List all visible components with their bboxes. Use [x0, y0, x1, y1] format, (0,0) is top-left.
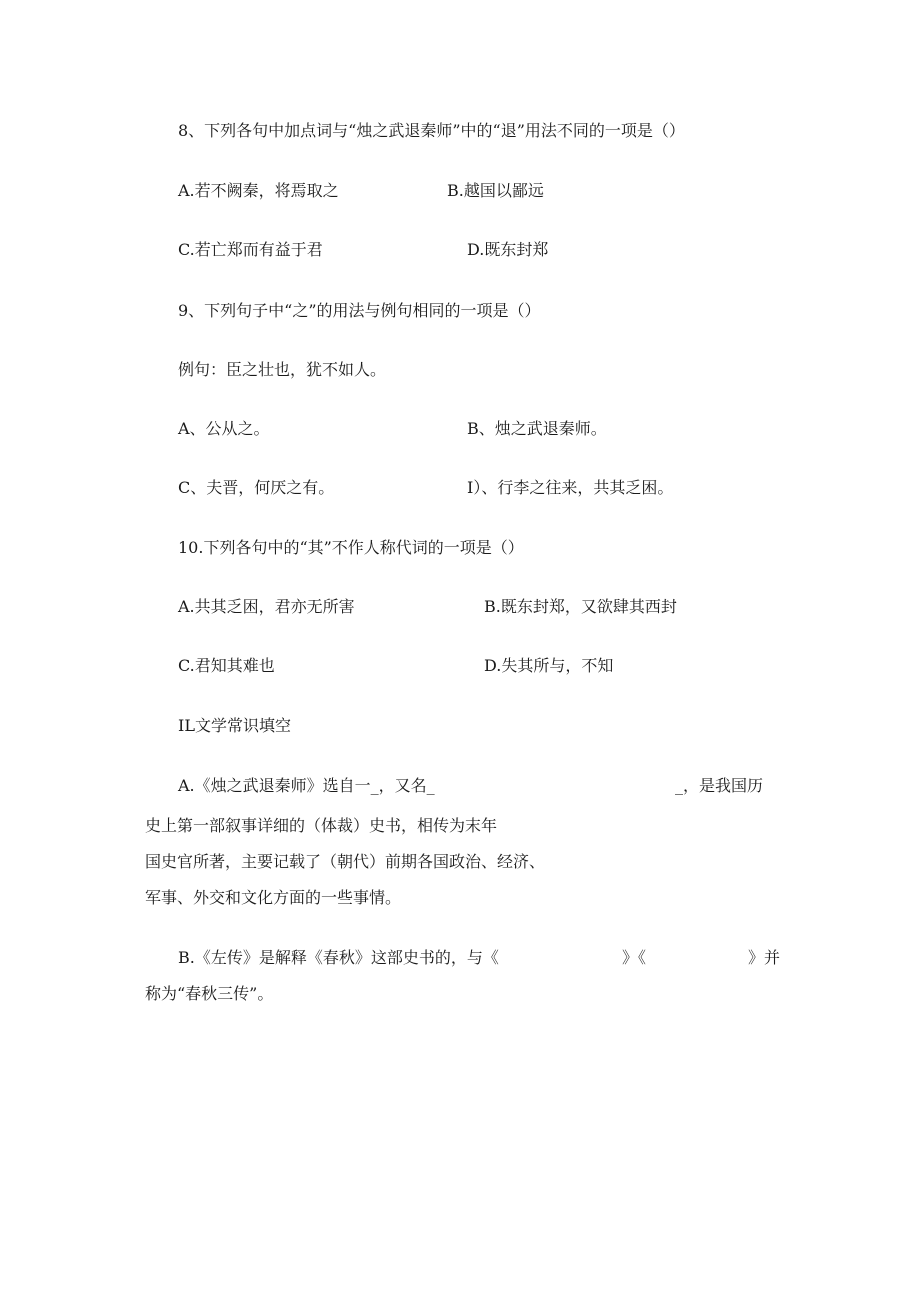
- q8-option-a: A.若不阙秦，将焉取之: [178, 181, 339, 200]
- question-8-stem: 8、下列各句中加点词与“烛之武退秦师”中的“退”用法不同的一项是（）: [178, 121, 685, 140]
- section-11-heading: IL文学常识填空: [178, 716, 291, 735]
- q9-example: 例句：臣之壮也，犹不如人。: [178, 360, 387, 379]
- q9-option-d: I）、行李之往来，共其乏困。: [467, 478, 674, 497]
- q11-a-line1-left: A.《烛之武退秦师》选自一_，又名_: [178, 776, 435, 795]
- q9-option-c: C、夫晋，何厌之有。: [178, 478, 335, 497]
- q11-b-line1-right: 》并: [748, 948, 781, 967]
- question-9-stem: 9、下列句子中“之”的用法与例句相同的一项是（）: [178, 301, 541, 320]
- q11-a-line2: 史上第一部叙事详细的（体裁）史书，相传为末年: [145, 816, 498, 835]
- q9-option-a: A、公从之。: [178, 419, 270, 438]
- q11-a-line4: 军事、外交和文化方面的一些事情。: [145, 888, 402, 907]
- q10-option-d: D.失其所与，不知: [484, 656, 614, 675]
- q8-option-d: D.既东封郑: [467, 240, 549, 259]
- q8-option-c: C.若亡郑而有益于君: [178, 240, 323, 259]
- q11-b-line2: 称为“春秋三传”。: [145, 984, 274, 1003]
- q11-b-line1-left: B.《左传》是解释《春秋》这部史书的，与《: [178, 948, 499, 967]
- q11-a-line1-right: _，是我国历: [675, 776, 764, 795]
- q8-option-b: B.越国以鄙远: [447, 181, 544, 200]
- question-10-stem: 10.下列各句中的“其”不作人称代词的一项是（）: [178, 538, 524, 557]
- q10-option-c: C.君知其难也: [178, 656, 275, 675]
- q9-option-b: B、烛之武退秦师。: [467, 419, 607, 438]
- q10-option-a: A.共其乏困，君亦无所害: [178, 597, 355, 616]
- q10-option-b: B.既东封郑，又欲肆其西封: [484, 597, 677, 616]
- q11-a-line3: 国史官所著，主要记载了（朝代）前期各国政治、经济、: [145, 852, 546, 871]
- q11-b-line1-mid: 》《: [622, 948, 647, 967]
